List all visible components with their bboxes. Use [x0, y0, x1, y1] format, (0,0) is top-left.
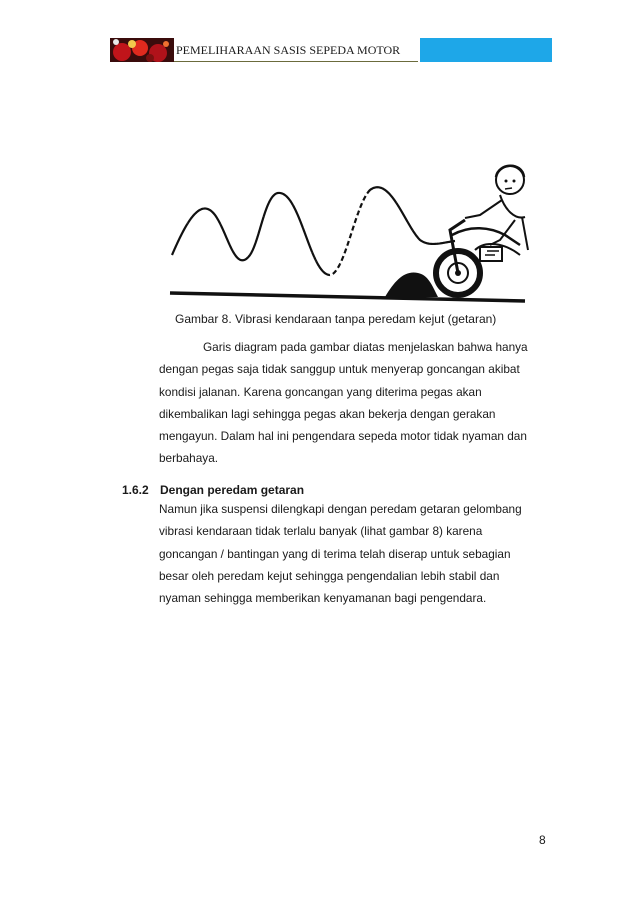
paragraph-1 [159, 336, 528, 470]
paragraph-line: vibrasi kendaraan tidak terlalu banyak (lihat gambar 8) karena [159, 524, 483, 539]
paragraph-line: nyaman sehingga memberikan kenyamanan bagi pengendara. [159, 591, 487, 606]
vibration-figure [160, 155, 530, 305]
paragraph-line: goncangan / bantingan yang di terima telah diserap untuk sebagian [159, 546, 511, 561]
paragraph-line: Namun jika suspensi dilengkapi dengan peredam getaran gelombang [159, 502, 522, 516]
section-title: Dengan peredam getaran [160, 483, 305, 497]
paragraph-line: Garis diagram pada gambar diatas menjelaskan bahwa hanya [203, 340, 528, 354]
paragraph-line: berbahaya. [159, 451, 219, 466]
motorcycle-rider-illustration-icon [160, 155, 530, 305]
figure-caption: Gambar 8. Vibrasi kendaraan tanpa peredam kejut (getaran) [175, 312, 497, 326]
paragraph-line: mengayun. Dalam hal ini pengendara sepeda motor tidak nyaman dan [159, 429, 527, 444]
paragraph-line: dengan pegas saja tidak sanggup untuk menyerap goncangan akibat [159, 362, 520, 377]
paragraph-line: besar oleh peredam kejut sehingga pengendalian lebih stabil dan [159, 568, 500, 583]
paragraph-line: kondisi jalanan. Karena goncangan yang diterima pegas akan [159, 384, 482, 399]
page-header [110, 38, 552, 62]
paragraph-line: dikembalikan lagi sehingga pegas akan bekerja dengan gerakan [159, 406, 496, 421]
header-accent-bar [420, 38, 552, 62]
section-number: 1.6.2 [122, 483, 149, 497]
header-logo [110, 38, 174, 62]
page-number: 8 [539, 833, 546, 847]
motorcycle-logo-icon [110, 38, 174, 62]
header-title: PEMELIHARAAN SASIS SEPEDA MOTOR [174, 38, 418, 62]
paragraph-2 [159, 498, 522, 609]
